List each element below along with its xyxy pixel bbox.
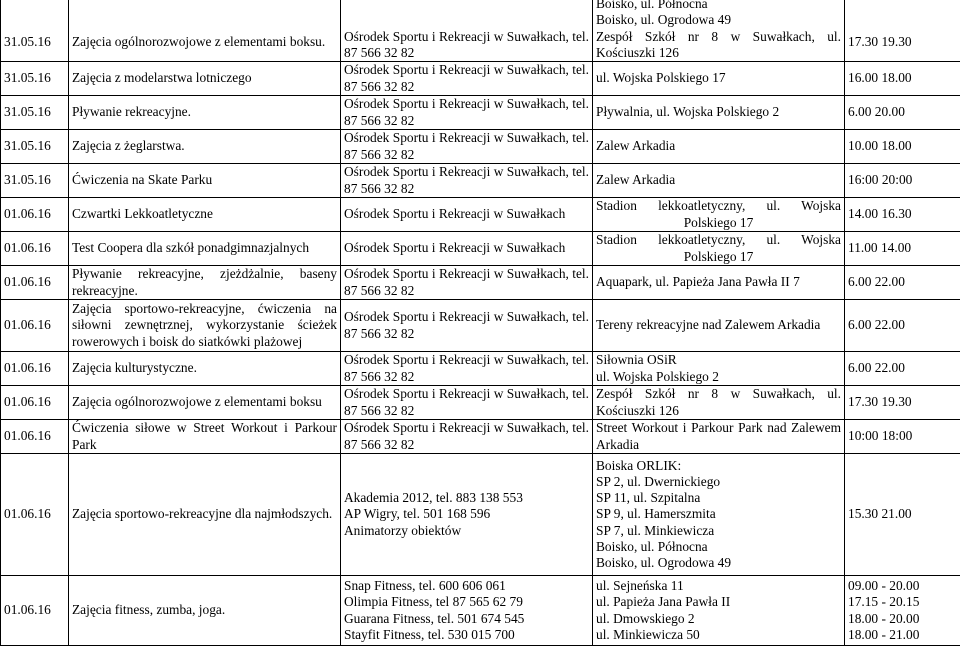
location-cell: Zespół Szkół nr 8 w Suwałkach, ul. Kościuszki 126 (593, 386, 845, 420)
location-cell: Tereny rekreacyjne nad Zalewem Arkadia (593, 300, 845, 352)
organizer-cell: Ośrodek Sportu i Rekreacji w Suwałkach, tel. 87 566 32 82 (341, 300, 593, 352)
location-cell: Boiska ORLIK: SP 2, ul. Dwernickiego SP 11, ul. Szpitalna SP 9, ul. Hamerszmita SP 7, ul. Minkiewicza Boisko, ul. Północna Boisko, ul. Ogrodowa 49 (593, 454, 845, 576)
date-cell: 01.06.16 (1, 576, 69, 646)
table-row (1, 198, 960, 232)
table-row (1, 266, 960, 300)
location-cell: ul. Sejneńska 11 ul. Papieża Jana Pawła II ul. Dmowskiego 2 ul. Minkiewicza 50 (593, 576, 845, 646)
event-cell: Zajęcia ogólnorozwojowe z elementami boksu. (69, 0, 341, 62)
table-row (1, 130, 960, 164)
table-row (1, 576, 960, 646)
organizer-cell: Ośrodek Sportu i Rekreacji w Suwałkach, tel. 87 566 32 82 (341, 386, 593, 420)
table-row (1, 420, 960, 454)
date-cell: 01.06.16 (1, 300, 69, 352)
date-cell: 01.06.16 (1, 420, 69, 454)
time-cell: 10.00 18.00 (845, 130, 960, 164)
time-cell: 09.00 - 20.00 17.15 - 20.15 18.00 - 20.00 18.00 - 21.00 (845, 576, 960, 646)
location-cell: Zalew Arkadia (593, 164, 845, 198)
time-cell: 11.00 14.00 (845, 232, 960, 266)
time-cell: 6.00 22.00 (845, 266, 960, 300)
date-cell: 31.05.16 (1, 96, 69, 130)
table-row (1, 300, 960, 352)
table-row (1, 164, 960, 198)
organizer-cell: Ośrodek Sportu i Rekreacji w Suwałkach, tel. 87 566 32 82 (341, 62, 593, 96)
time-cell: 17.30 19.30 (845, 386, 960, 420)
table-row (1, 352, 960, 386)
time-cell: 10:00 18:00 (845, 420, 960, 454)
location-cell: ul. Wojska Polskiego 17 (593, 62, 845, 96)
date-cell: 01.06.16 (1, 266, 69, 300)
time-cell: 17.30 19.30 (845, 0, 960, 62)
organizer-cell: Ośrodek Sportu i Rekreacji w Suwałkach, tel. 87 566 32 82 (341, 130, 593, 164)
event-cell: Pływanie rekreacyjne, zjeżdżalnie, baseny rekreacyjne. (69, 266, 341, 300)
organizer-cell: Ośrodek Sportu i Rekreacji w Suwałkach, tel. 87 566 32 82 (341, 164, 593, 198)
event-cell: Zajęcia sportowo-rekreacyjne dla najmłodszych. (69, 454, 341, 576)
event-cell: Pływanie rekreacyjne. (69, 96, 341, 130)
event-cell: Test Coopera dla szkół ponadgimnazjalnych (69, 232, 341, 266)
date-cell: 01.06.16 (1, 352, 69, 386)
event-cell: Ćwiczenia siłowe w Street Workout i Parkour Park (69, 420, 341, 454)
date-cell: 31.05.16 (1, 62, 69, 96)
date-cell: 01.06.16 (1, 232, 69, 266)
organizer-cell: Snap Fitness, tel. 600 606 061 Olimpia Fitness, tel 87 565 62 79 Guarana Fitness, tel. 501 674 545 Stayfit Fitness, tel. 530 015 700 (341, 576, 593, 646)
table-row (1, 386, 960, 420)
table-row (1, 62, 960, 96)
location-cell: Stadion lekkoatletyczny, ul. Wojska Polskiego 17 (593, 198, 845, 232)
table-row (1, 232, 960, 266)
time-cell: 6.00 20.00 (845, 96, 960, 130)
table-row (1, 0, 960, 62)
event-cell: Czwartki Lekkoatletyczne (69, 198, 341, 232)
organizer-cell: Ośrodek Sportu i Rekreacji w Suwałkach (341, 198, 593, 232)
date-cell: 01.06.16 (1, 386, 69, 420)
table-row (1, 96, 960, 130)
organizer-cell: Ośrodek Sportu i Rekreacji w Suwałkach, tel. 87 566 32 82 (341, 0, 593, 62)
event-cell: Zajęcia z żeglarstwa. (69, 130, 341, 164)
time-cell: 6.00 22.00 (845, 352, 960, 386)
time-cell: 6.00 22.00 (845, 300, 960, 352)
location-cell: Siłownia OSiR ul. Wojska Polskiego 2 (593, 352, 845, 386)
event-cell: Zajęcia fitness, zumba, joga. (69, 576, 341, 646)
date-cell: 31.05.16 (1, 0, 69, 62)
location-cell: Pływalnia, ul. Wojska Polskiego 2 (593, 96, 845, 130)
location-cell: Stadion lekkoatletyczny, ul. Wojska Polskiego 17 (593, 232, 845, 266)
event-cell: Ćwiczenia na Skate Parku (69, 164, 341, 198)
organizer-cell: Ośrodek Sportu i Rekreacji w Suwałkach (341, 232, 593, 266)
organizer-cell: Ośrodek Sportu i Rekreacji w Suwałkach, tel. 87 566 32 82 (341, 420, 593, 454)
date-cell: 31.05.16 (1, 130, 69, 164)
location-cell: Aquapark, ul. Papieża Jana Pawła II 7 (593, 266, 845, 300)
location-cell: Street Workout i Parkour Park nad Zalewem Arkadia (593, 420, 845, 454)
location-cell: Boisko, ul. Północna Boisko, ul. Ogrodowa 49 Zespół Szkół nr 8 w Suwałkach, ul. Kościuszki 126 (593, 0, 845, 62)
event-cell: Zajęcia sportowo-rekreacyjne, ćwiczenia na siłowni zewnętrznej, wykorzystanie ścieżek rowerowych i boisk do siatkówki plażowej (69, 300, 341, 352)
date-cell: 01.06.16 (1, 198, 69, 232)
event-cell: Zajęcia kulturystyczne. (69, 352, 341, 386)
table-row (1, 454, 960, 576)
time-cell: 16:00 20:00 (845, 164, 960, 198)
organizer-cell: Ośrodek Sportu i Rekreacji w Suwałkach, tel. 87 566 32 82 (341, 96, 593, 130)
organizer-cell: Ośrodek Sportu i Rekreacji w Suwałkach, tel. 87 566 32 82 (341, 266, 593, 300)
event-cell: Zajęcia ogólnorozwojowe z elementami boksu (69, 386, 341, 420)
time-cell: 16.00 18.00 (845, 62, 960, 96)
date-cell: 31.05.16 (1, 164, 69, 198)
location-cell: Zalew Arkadia (593, 130, 845, 164)
time-cell: 15.30 21.00 (845, 454, 960, 576)
time-cell: 14.00 16.30 (845, 198, 960, 232)
date-cell: 01.06.16 (1, 454, 69, 576)
event-cell: Zajęcia z modelarstwa lotniczego (69, 62, 341, 96)
organizer-cell: Ośrodek Sportu i Rekreacji w Suwałkach, tel. 87 566 32 82 (341, 352, 593, 386)
organizer-cell: Akademia 2012, tel. 883 138 553 AP Wigry, tel. 501 168 596 Animatorzy obiektów (341, 454, 593, 576)
